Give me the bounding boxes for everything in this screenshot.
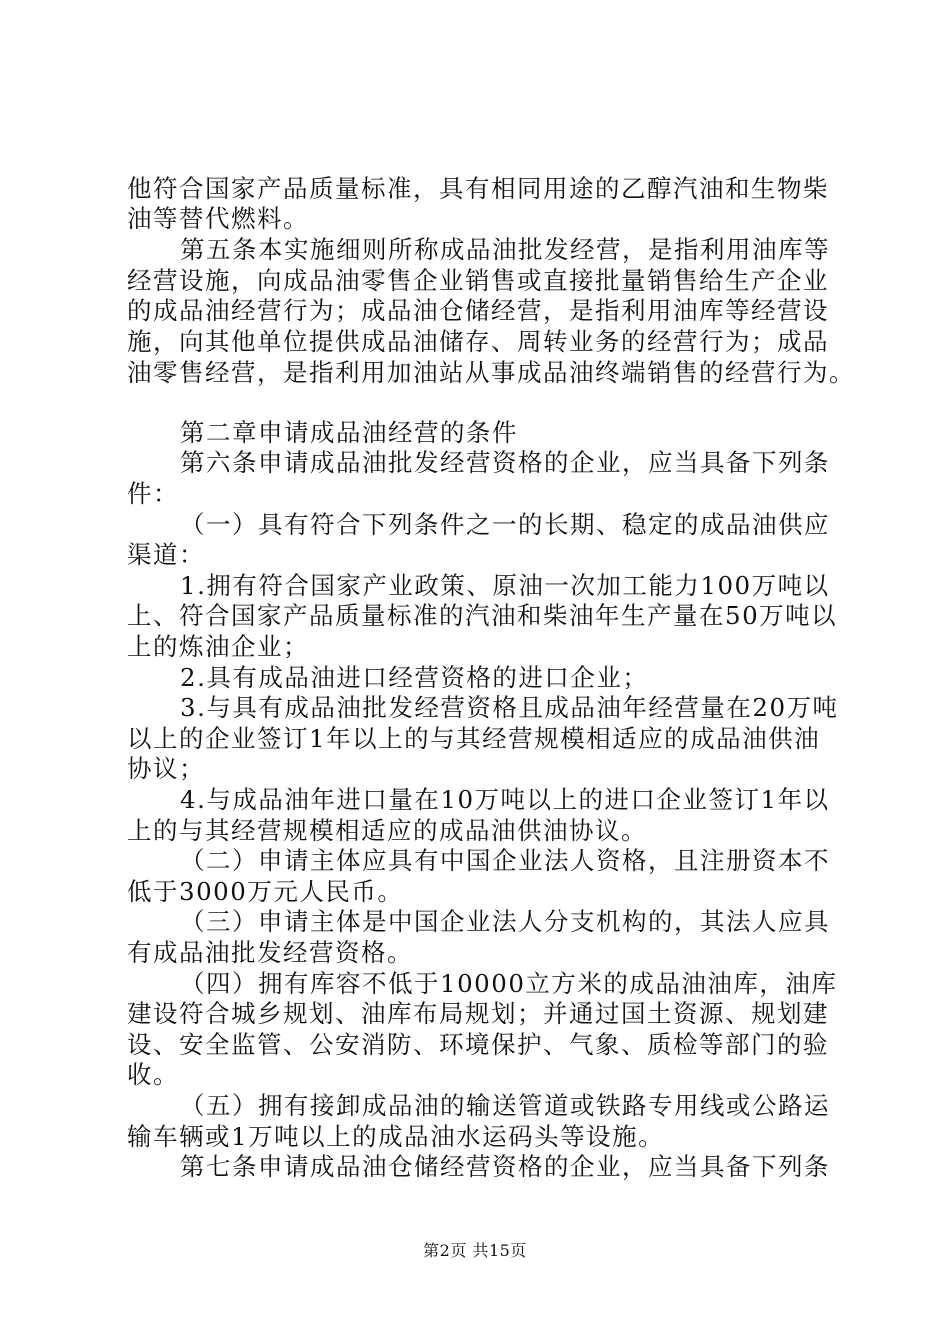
text-line: 收。 (127, 1060, 179, 1089)
text-line: 输车辆或1万吨以上的成品油水运码头等设施。 (127, 1122, 665, 1151)
text-line: 上的炼油企业； (127, 632, 309, 661)
text-line: （二）申请主体应具有中国企业法人资格，且注册资本不 (180, 846, 830, 875)
page-footer: 第2页 共15页 (423, 1241, 527, 1260)
text-line: 件： (127, 479, 179, 508)
text-line: 1.拥有符合国家产业政策、原油一次加工能力100万吨以 (180, 571, 830, 600)
text-line: 第五条本实施细则所称成品油批发经营，是指利用油库等 (180, 235, 830, 264)
text-line: 第七条申请成品油仓储经营资格的企业，应当具备下列条 (180, 1152, 830, 1181)
text-line: 油零售经营，是指利用加油站从事成品油终端销售的经营行为。 (127, 358, 855, 387)
text-line: 低于3000万元人民币。 (127, 877, 404, 906)
text-line: （三）申请主体是中国企业法人分支机构的，其法人应具 (180, 907, 830, 936)
text-line: 协议； (127, 754, 205, 783)
text-line: 第六条申请成品油批发经营资格的企业，应当具备下列条 (180, 448, 830, 477)
text-line: 施，向其他单位提供成品油储存、周转业务的经营行为；成品 (127, 327, 829, 356)
text-line: 上、符合国家产品质量标准的汽油和柴油年生产量在50万吨以 (127, 601, 838, 630)
text-line: 渠道： (127, 540, 205, 569)
text-line: 经营设施，向成品油零售企业销售或直接批量销售给生产企业 (127, 266, 829, 295)
chapter-heading: 第二章申请成品油经营的条件 (180, 418, 518, 447)
text-line: 设、安全监管、公安消防、环境保护、气象、质检等部门的验 (127, 1030, 829, 1059)
text-line: 他符合国家产品质量标准，具有相同用途的乙醇汽油和生物柴 (127, 174, 829, 203)
text-line: （四）拥有库容不低于10000立方米的成品油油库，油库 (180, 969, 838, 998)
text-line: （五）拥有接卸成品油的输送管道或铁路专用线或公路运 (180, 1091, 830, 1120)
text-line: 以上的企业签订1年以上的与其经营规模相适应的成品油供油 (127, 724, 821, 753)
text-line: 3.与具有成品油批发经营资格且成品油年经营量在20万吨 (180, 693, 839, 722)
text-line: 有成品油批发经营资格。 (127, 938, 413, 967)
text-line: 油等替代燃料。 (127, 204, 309, 233)
text-line: 4.与成品油年进口量在10万吨以上的进口企业签订1年以 (180, 785, 830, 814)
text-line: 的成品油经营行为；成品油仓储经营，是指利用油库等经营设 (127, 296, 829, 325)
text-line: 上的与其经营规模相适应的成品油供油协议。 (127, 816, 647, 845)
text-line: 2.具有成品油进口经营资格的进口企业； (180, 663, 649, 692)
text-line: 建设符合城乡规划、油库布局规划；并通过国土资源、规划建 (127, 999, 829, 1028)
text-line: （一）具有符合下列条件之一的长期、稳定的成品油供应 (180, 510, 830, 539)
